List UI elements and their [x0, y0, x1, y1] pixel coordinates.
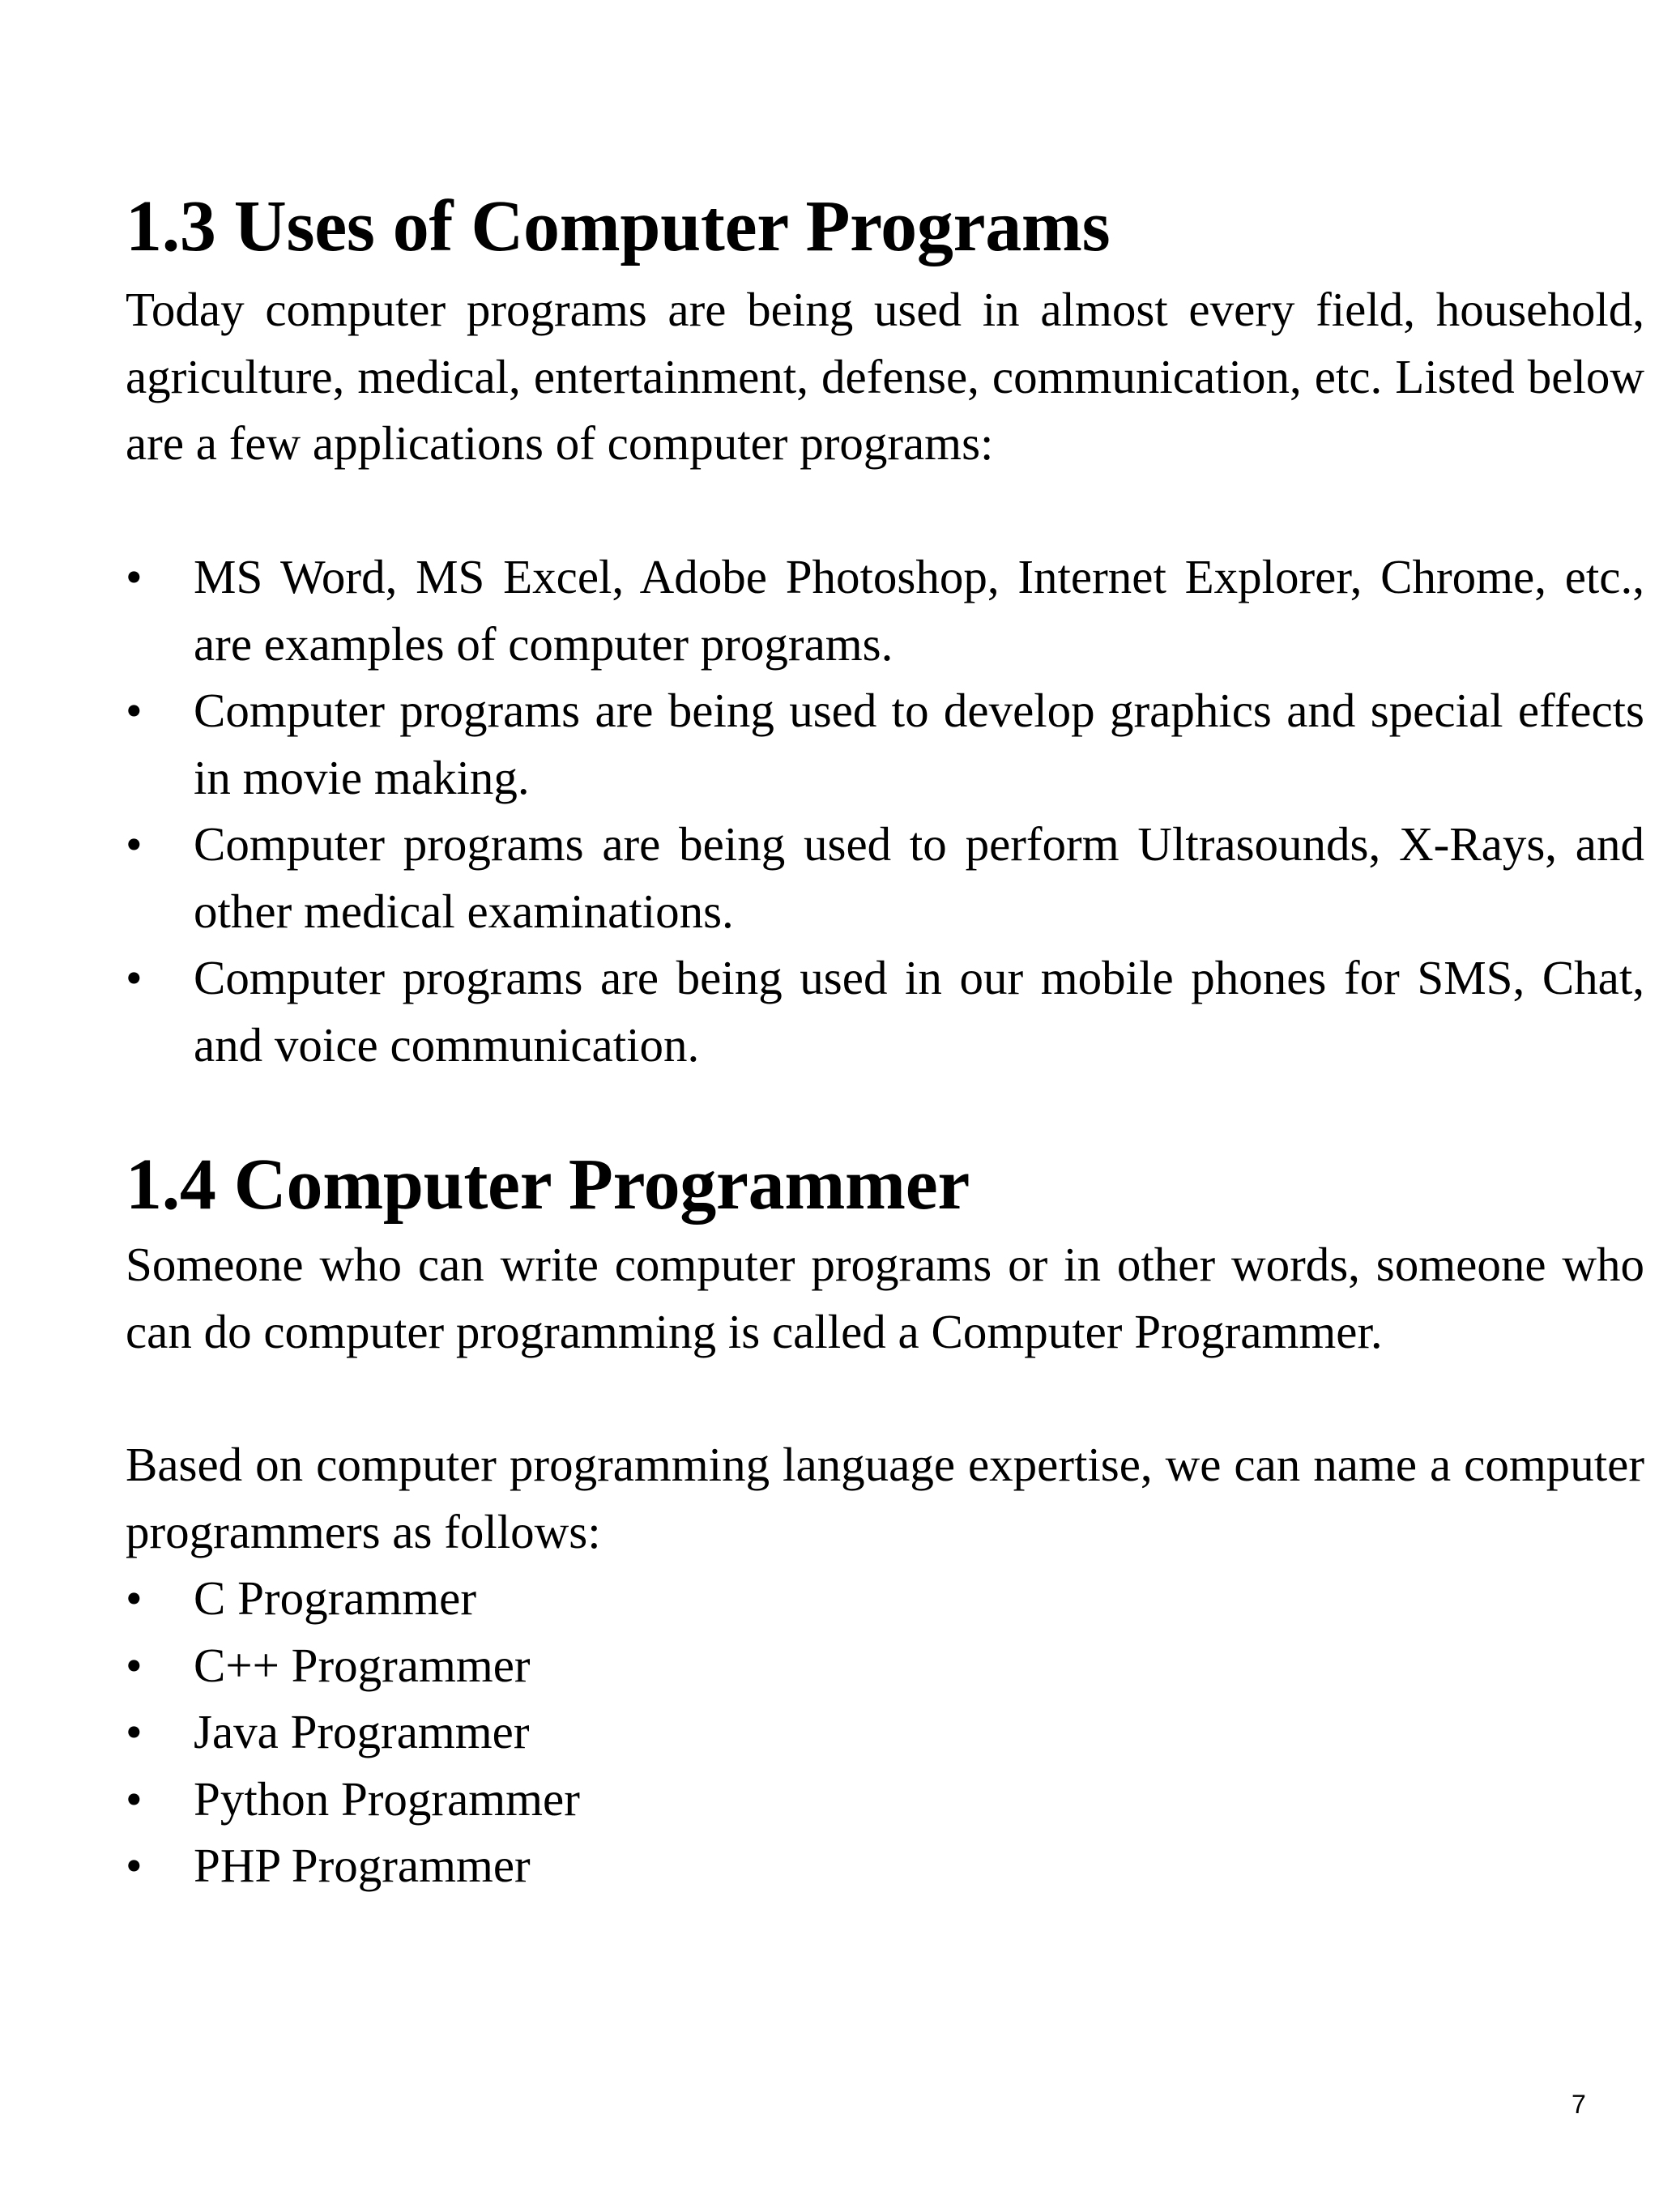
section-heading-uses-of-computer-programs: 1.3 Uses of Computer Programs: [126, 186, 1111, 266]
list-item-text: MS Word, MS Excel, Adobe Photoshop, Internet Explorer, Chrome, etc., are examples of computer programs.: [194, 550, 1644, 671]
list-item-text: Java Programmer: [194, 1705, 530, 1758]
list-item-text: PHP Programmer: [194, 1839, 531, 1892]
list-item: [126, 543, 1644, 677]
list-item: [126, 677, 1644, 811]
list-item: [126, 1565, 1644, 1632]
bullet-icon: •: [126, 550, 143, 603]
list-item: [126, 1766, 1644, 1833]
bullet-icon: •: [126, 1839, 143, 1892]
bullet-icon: •: [126, 1638, 143, 1692]
list-item-text: C++ Programmer: [194, 1638, 531, 1692]
list-item-text: Python Programmer: [194, 1771, 580, 1826]
list-item: [126, 811, 1644, 944]
bullet-icon: •: [126, 1771, 143, 1826]
section-heading-computer-programmer: 1.4 Computer Programmer: [126, 1144, 970, 1225]
bullet-icon: •: [126, 817, 143, 871]
programmer-types-list: [126, 1565, 1644, 1899]
list-item-text: Computer programs are being used in our mobile phones for SMS, Chat, and voice communication.: [194, 951, 1644, 1072]
uses-bullet-list: [126, 543, 1644, 1078]
bullet-icon: •: [126, 951, 143, 1004]
list-item: [126, 1698, 1644, 1766]
list-item: [126, 944, 1644, 1078]
list-item-text: C Programmer: [194, 1571, 477, 1625]
bullet-icon: •: [126, 1705, 143, 1758]
list-item-text: Computer programs are being used to perform Ultrasounds, X-Rays, and other medical examinations.: [194, 817, 1644, 938]
list-item-text: Computer programs are being used to develop graphics and special effects in movie making.: [194, 684, 1644, 804]
section-intro-paragraph: Today computer programs are being used in almost every field, household, agriculture, medical, entertainment, defense, communication, etc. Listed below are a few applications of computer programs:: [126, 283, 1644, 470]
bullet-icon: •: [126, 1571, 143, 1625]
page-number: 7: [1572, 2090, 1586, 2119]
programmer-definition-paragraph: Someone who can write computer programs or in other words, someone who can do computer programming is called a Computer Programmer.: [126, 1238, 1644, 1358]
programmer-types-intro-paragraph: Based on computer programming language expertise, we can name a computer programmers as follows:: [126, 1438, 1644, 1558]
list-item: [126, 1632, 1644, 1699]
list-item: [126, 1832, 1644, 1899]
bullet-icon: •: [126, 684, 143, 737]
